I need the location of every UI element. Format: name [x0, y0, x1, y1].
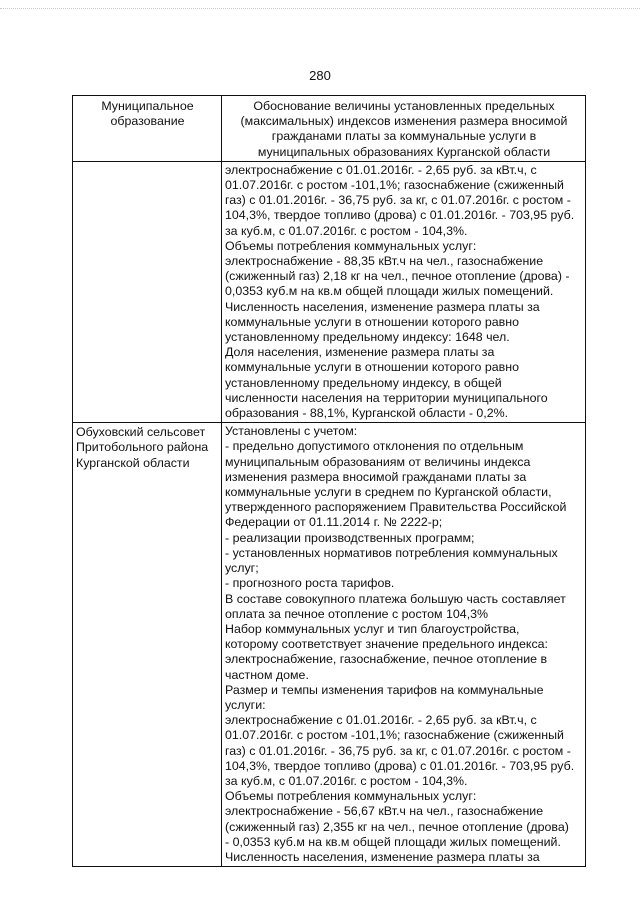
table-header-row	[73, 96, 586, 162]
justification-line: - прогнозного роста тарифов.	[225, 576, 395, 591]
justification-line: за куб.м, с 01.07.2016г. с ростом - 104,3%.	[225, 773, 468, 788]
header-justification	[222, 96, 586, 162]
municipality-line: Обуховский сельсовет	[76, 425, 206, 440]
justification-line: 01.07.2016г. с ростом -101,1%; газоснабжение (сжиженный	[225, 728, 564, 743]
justification-line: численности населения на территории муниципального	[225, 390, 548, 405]
scan-artifact-line	[0, 8, 640, 10]
justification-line: - предельно допустимого отклонения по отдельным	[225, 439, 524, 454]
municipality-cell	[73, 423, 222, 867]
justification-line: утвержденного распоряжением Правительства Российской	[225, 500, 567, 515]
table-row	[73, 423, 586, 867]
municipality-line: Курганской области	[76, 455, 190, 470]
justification-line: - установленных нормативов потребления коммунальных	[225, 545, 558, 560]
justification-line: газ) с 01.01.2016г. - 36,75 руб. за кг, с 01.07.2016г. с ростом -	[225, 743, 571, 758]
table-row	[73, 161, 586, 422]
justification-line: 01.07.2016г. с ростом -101,1%; газоснабжение (сжиженный	[225, 178, 564, 193]
justification-line: Численность населения, изменение размера платы за	[225, 849, 540, 864]
justification-line: изменения размера вносимой гражданами платы за	[225, 469, 527, 484]
justification-line: электроснабжение, газоснабжение, печное отопление в	[225, 652, 548, 667]
header-line: Обоснование величины установленных предельных	[253, 99, 555, 113]
page-number: 280	[309, 68, 331, 83]
justification-line: (сжиженный газ) 2,18 кг на чел., печное отопление (дрова) -	[225, 269, 570, 284]
tariff-justification-table	[72, 95, 586, 867]
justification-line: (сжиженный газ) 2,355 кг на чел., печное отопление (дрова)	[225, 819, 569, 834]
justification-cell	[222, 161, 586, 422]
justification-cell	[222, 423, 586, 867]
header-line: Муниципальное	[101, 99, 194, 113]
justification-line: электроснабжение с 01.01.2016г. - 2,65 руб. за кВт.ч, с	[225, 162, 537, 177]
justification-line: частном доме.	[225, 667, 309, 682]
table-body	[73, 161, 586, 866]
header-line: гражданами платы за коммунальные услуги в	[271, 129, 537, 144]
justification-line: которому соответствует значение предельного индекса:	[225, 637, 548, 652]
justification-line: - 0,0353 куб.м на кв.м общей площади жилых помещений.	[225, 834, 561, 849]
justification-line: коммунальные услуги в среднем по Курганской области,	[225, 485, 552, 500]
justification-line: газ) с 01.01.2016г. - 36,75 руб. за кг, с 01.07.2016г. с ростом -	[225, 193, 571, 208]
justification-line: электроснабжение - 88,35 кВт.ч на чел., газоснабжение	[225, 254, 544, 269]
justification-line: Объемы потребления коммунальных услуг:	[225, 238, 477, 253]
justification-line: коммунальные услуги в отношении которого равно	[225, 360, 519, 375]
justification-line: электроснабжение с 01.01.2016г. - 2,65 руб. за кВт.ч, с	[225, 713, 537, 728]
justification-line: за куб.м, с 01.07.2016г. с ростом - 104,3%.	[225, 223, 468, 238]
justification-line: оплата за печное отопление с ростом 104,3%	[225, 606, 489, 621]
header-municipality	[73, 96, 222, 162]
justification-line: Численность населения, изменение размера платы за	[225, 299, 540, 314]
justification-line: 104,3%, твердое топливо (дрова) с 01.01.2016г. - 703,95 руб.	[225, 208, 575, 223]
justification-line: - реализации производственных программ;	[225, 530, 475, 545]
justification-line: услуг;	[225, 561, 259, 576]
justification-line: услуги:	[225, 697, 266, 712]
header-line: муниципальных образованиях Курганской области	[257, 144, 551, 159]
justification-line: Набор коммунальных услуг и тип благоустройства,	[225, 621, 520, 636]
justification-line: В составе совокупного платежа большую часть составляет	[225, 591, 566, 606]
justification-line: электроснабжение - 56,67 кВт.ч на чел., газоснабжение	[225, 804, 544, 819]
municipality-line: Притобольного района	[76, 440, 209, 455]
header-line: образование	[110, 114, 185, 129]
justification-line: 0,0353 куб.м на кв.м общей площади жилых помещений.	[225, 284, 554, 299]
justification-line: 104,3%, твердое топливо (дрова) с 01.01.2016г. - 703,95 руб.	[225, 758, 575, 773]
justification-line: Размер и темпы изменения тарифов на коммунальные	[225, 682, 544, 697]
justification-line: Объемы потребления коммунальных услуг:	[225, 789, 477, 804]
justification-line: установленному предельному индексу: 1648 чел.	[225, 330, 510, 345]
justification-line: муниципальным образованиям от величины индекса	[225, 454, 531, 469]
justification-line: образования - 88,1%, Курганской области - 0,2%.	[225, 406, 509, 421]
justification-line: Федерации от 01.11.2014 г. № 2222-р;	[225, 515, 443, 530]
justification-line: коммунальные услуги в отношении которого равно	[225, 314, 519, 329]
municipality-cell	[73, 161, 222, 422]
justification-line: Установлены с учетом:	[225, 424, 358, 439]
justification-line: Доля населения, изменение размера платы за	[225, 345, 495, 360]
justification-line: установленному предельному индексу, в общей	[225, 375, 502, 390]
header-line: (максимальных) индексов изменения размера вносимой	[240, 114, 568, 129]
